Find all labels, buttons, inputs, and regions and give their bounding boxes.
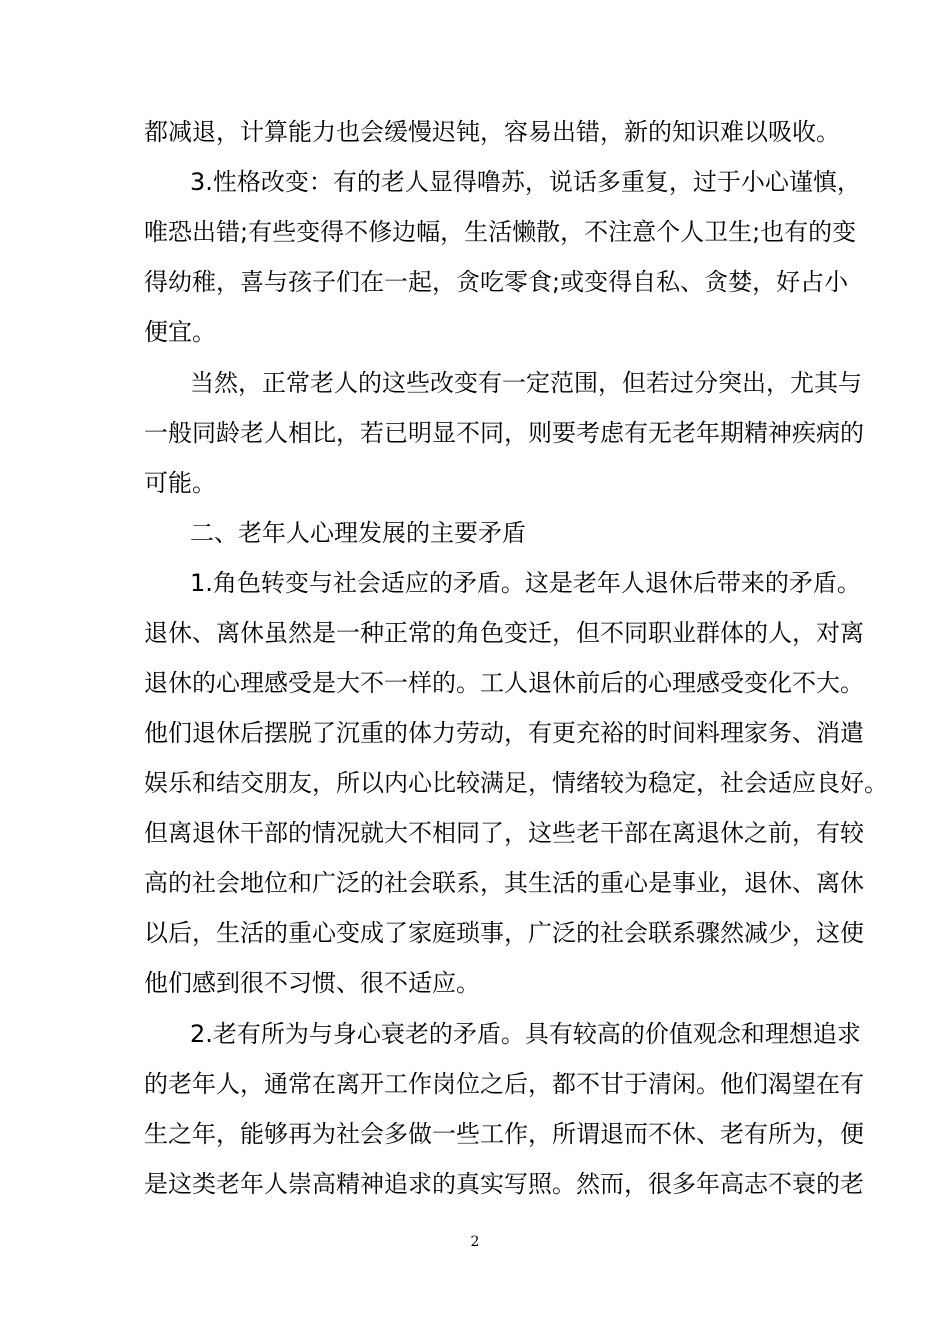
text-line: 以后，生活的重心变成了家庭琐事，广泛的社会联系骤然减少，这使 [144, 919, 864, 947]
text-line: 是这类老年人崇高精神追求的真实写照。然而，很多年高志不衰的老 [144, 1170, 864, 1198]
text-line: 他们退休后摆脱了沉重的体力劳动，有更充裕的时间料理家务、消遣 [144, 719, 864, 747]
text-line: 1.角色转变与社会适应的矛盾。这是老年人退休后带来的矛盾。 [190, 569, 861, 597]
page-number: 2 [470, 1234, 480, 1250]
text-line: 3.性格改变：有的老人显得噜苏，说话多重复，过于小心谨慎， [190, 168, 861, 196]
text-line: 当然，正常老人的这些改变有一定范围，但若过分突出，尤其与 [190, 369, 862, 397]
text-line: 他们感到很不习惯、很不适应。 [144, 969, 480, 997]
text-line: 退休、离休虽然是一种正常的角色变迁，但不同职业群体的人，对离 [144, 619, 864, 647]
text-line: 退休的心理感受是大不一样的。工人退休前后的心理感受变化不大。 [144, 669, 864, 697]
text-line: 生之年，能够再为社会多做一些工作，所谓退而不休、老有所为，便 [144, 1120, 864, 1148]
text-line: 娱乐和结交朋友，所以内心比较满足，情绪较为稳定，社会适应良好。 [144, 769, 888, 797]
text-line: 都减退，计算能力也会缓慢迟钝，容易出错，新的知识难以吸收。 [144, 118, 840, 146]
text-line: 一般同龄老人相比，若已明显不同，则要考虑有无老年期精神疾病的 [144, 419, 864, 447]
text-line: 的老年人，通常在离开工作岗位之后，都不甘于清闲。他们渴望在有 [144, 1070, 864, 1098]
text-line: 高的社会地位和广泛的社会联系，其生活的重心是事业，退休、离休 [144, 869, 864, 897]
text-line: 但离退休干部的情况就大不相同了，这些老干部在离退休之前，有较 [144, 819, 864, 847]
text-line: 2.老有所为与身心衰老的矛盾。具有较高的价值观念和理想追求 [190, 1020, 861, 1048]
text-line: 唯恐出错;有些变得不修边幅，生活懒散，不注意个人卫生;也有的变 [144, 218, 857, 246]
text-line: 可能。 [144, 469, 216, 497]
text-line: 得幼稚，喜与孩子们在一起，贪吃零食;或变得自私、贪婪，好占小 [144, 268, 849, 296]
section-heading: 二、老年人心理发展的主要矛盾 [190, 519, 526, 547]
text-line: 便宜。 [144, 318, 216, 346]
